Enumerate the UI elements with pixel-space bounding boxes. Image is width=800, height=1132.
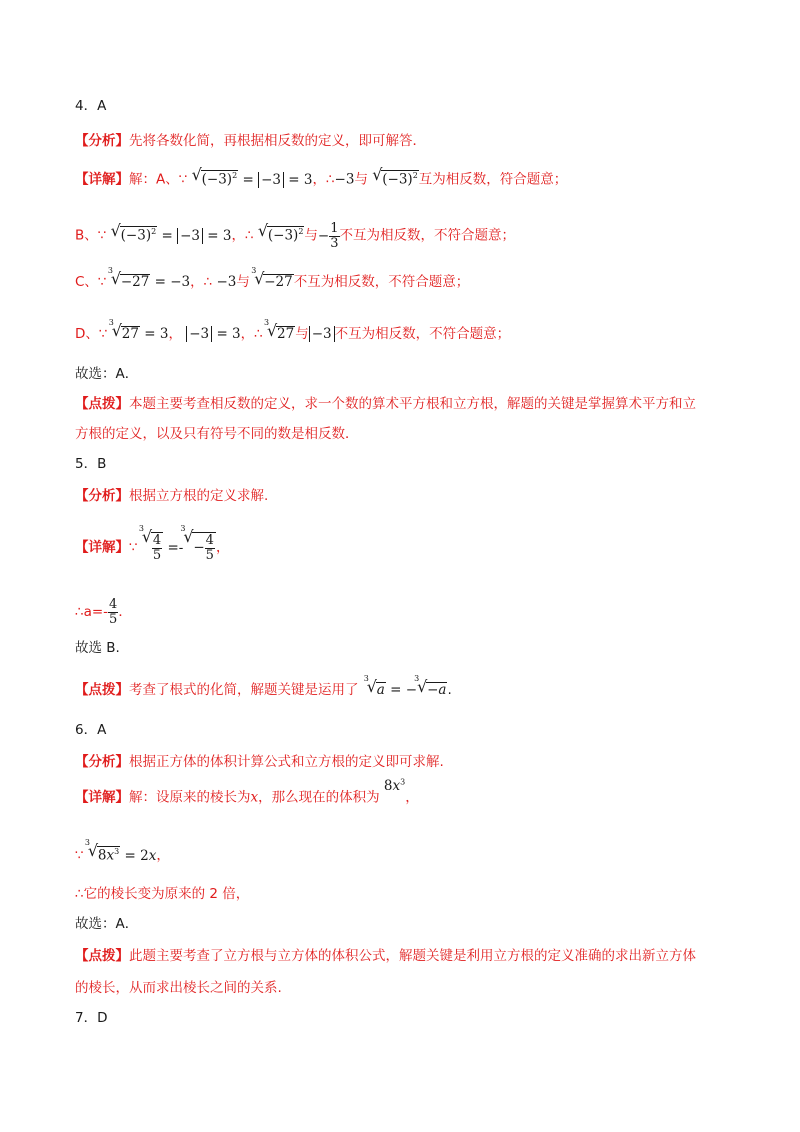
detail-tag: 【详解】 bbox=[75, 789, 129, 806]
math-expression: √ 3 a = − √ 3 −a bbox=[367, 682, 448, 698]
tip-tag: 【点拨】 bbox=[75, 948, 129, 964]
q5-choice: 故选 B. bbox=[75, 640, 120, 656]
q4-detail-c: C、∵ √ 3 −27 = −3，∴ −3与 √ 3 −27不互为相反数，不符合题意； bbox=[75, 274, 469, 290]
math-expression: √ 3 −27 bbox=[254, 274, 294, 290]
math-expression: √ $(-3)^2 = -3 = 3$ bbox=[111, 228, 232, 244]
detail-tag: 【详解】 bbox=[75, 539, 129, 556]
detail-tag: 【详解】 bbox=[75, 171, 129, 188]
analysis-text: 先将各数化简，再根据相反数的定义，即可解答． bbox=[129, 133, 426, 149]
tip-tag: 【点拨】 bbox=[75, 682, 129, 698]
q5-tip: 【点拨】考查了根式的化简，解题关键是运用了 √ 3 a = − √ 3 −a. bbox=[75, 682, 452, 698]
math-expression: √ $(-3)^2$ bbox=[372, 172, 419, 188]
math-expression: √ $(-3)^2$ bbox=[258, 228, 305, 244]
math-expression: −3 bbox=[309, 326, 335, 342]
q7-number: 7．D bbox=[75, 1010, 108, 1026]
math-expression: √ 3 27 bbox=[267, 326, 295, 342]
q6-detail: 【详解】解：设原来的棱长为x，那么现在的体积为 $8x^3$， bbox=[75, 777, 419, 806]
analysis-tag: 【分析】 bbox=[75, 133, 129, 149]
q4-detail-b: B、∵ √ $(-3)^2 = -3 = 3$，∴ √ $(-3)^2$与− $\frac{1}{3}$ 不互为相反数，不符合题意； bbox=[75, 222, 515, 250]
math-expression: √ 3 27 = 3 bbox=[112, 326, 169, 342]
q5-analysis: 【分析】根据立方根的定义求解. bbox=[75, 488, 269, 504]
q5-detail: 【详解】∵ √ 3 $\frac{4}{5}$ =- √ 3 − $\frac{4}{5}$ ， bbox=[75, 532, 229, 562]
tip-tag: 【点拨】 bbox=[75, 396, 129, 412]
math-expression: −3 bbox=[216, 274, 237, 290]
q6-analysis: 【分析】根据正方体的体积计算公式和立方根的定义即可求解. bbox=[75, 754, 444, 770]
math-expression: $8x^3$ bbox=[383, 777, 406, 794]
q6-choice: 故选：A． bbox=[75, 916, 139, 932]
q6-because: ∵ √ 3 $8x^3 = 2x$， bbox=[75, 846, 170, 863]
detail-prefix: 解：A、∵ bbox=[129, 171, 188, 188]
math-expression: √ 3 −27 = −3 bbox=[111, 274, 190, 290]
q6-tip-line2: 的棱长，从而求出棱长之间的关系. bbox=[75, 980, 282, 996]
analysis-tag: 【分析】 bbox=[75, 754, 129, 770]
math-expression: $\frac{4}{5}$ bbox=[109, 597, 118, 627]
math-expression: −3 = 3 bbox=[186, 326, 240, 342]
q5-number: 5．B bbox=[75, 456, 107, 472]
q6-number: 6．A bbox=[75, 722, 107, 738]
q4-detail-a: 【详解】解：A、∵ √ $(-3)^2 = -3 = 3$，∴−3与 √ $(-3)^2$互为相反数，符合题意； bbox=[75, 170, 567, 187]
math-expression: √ 3 $8x^3 = 2x$ bbox=[88, 848, 156, 864]
q4-analysis bbox=[75, 135, 426, 149]
math-expression: √ 3 $\frac{4}{5}$ =- √ 3 − $\frac{4}{5}$ bbox=[142, 540, 216, 556]
q4-number: 4．A bbox=[75, 98, 107, 114]
q6-tip: 【点拨】此题主要考查了立方根与立方体的体积公式，解题关键是利用立方根的定义准确的求出新立方体 bbox=[75, 948, 696, 964]
q4-tip-line2: 方根的定义，以及只有符号不同的数是相反数． bbox=[75, 426, 359, 442]
q5-result: ∴a=- $\frac{4}{5}$ ． bbox=[75, 597, 132, 627]
math-variable: x bbox=[250, 789, 259, 806]
analysis-tag: 【分析】 bbox=[75, 488, 129, 504]
math-expression: √ $(-3)^2 = -3 = 3$ bbox=[192, 172, 313, 188]
q4-choice: 故选：A． bbox=[75, 366, 139, 382]
q6-conclusion: ∴它的棱长变为原来的 2 倍， bbox=[75, 886, 250, 902]
math-expression: − $\frac{1}{3}$ bbox=[317, 221, 339, 251]
q4-detail-d: D、∵ √ 3 27 = 3， −3 = 3，∴ √ 3 27与 −3 不互为相反数，不符合题意； bbox=[75, 326, 510, 342]
math-expression: −3 bbox=[334, 171, 355, 188]
q4-tip: 【点拨】本题主要考查相反数的定义，求一个数的算术平方根和立方根，解题的关键是掌握算术平方和立 bbox=[75, 396, 696, 412]
